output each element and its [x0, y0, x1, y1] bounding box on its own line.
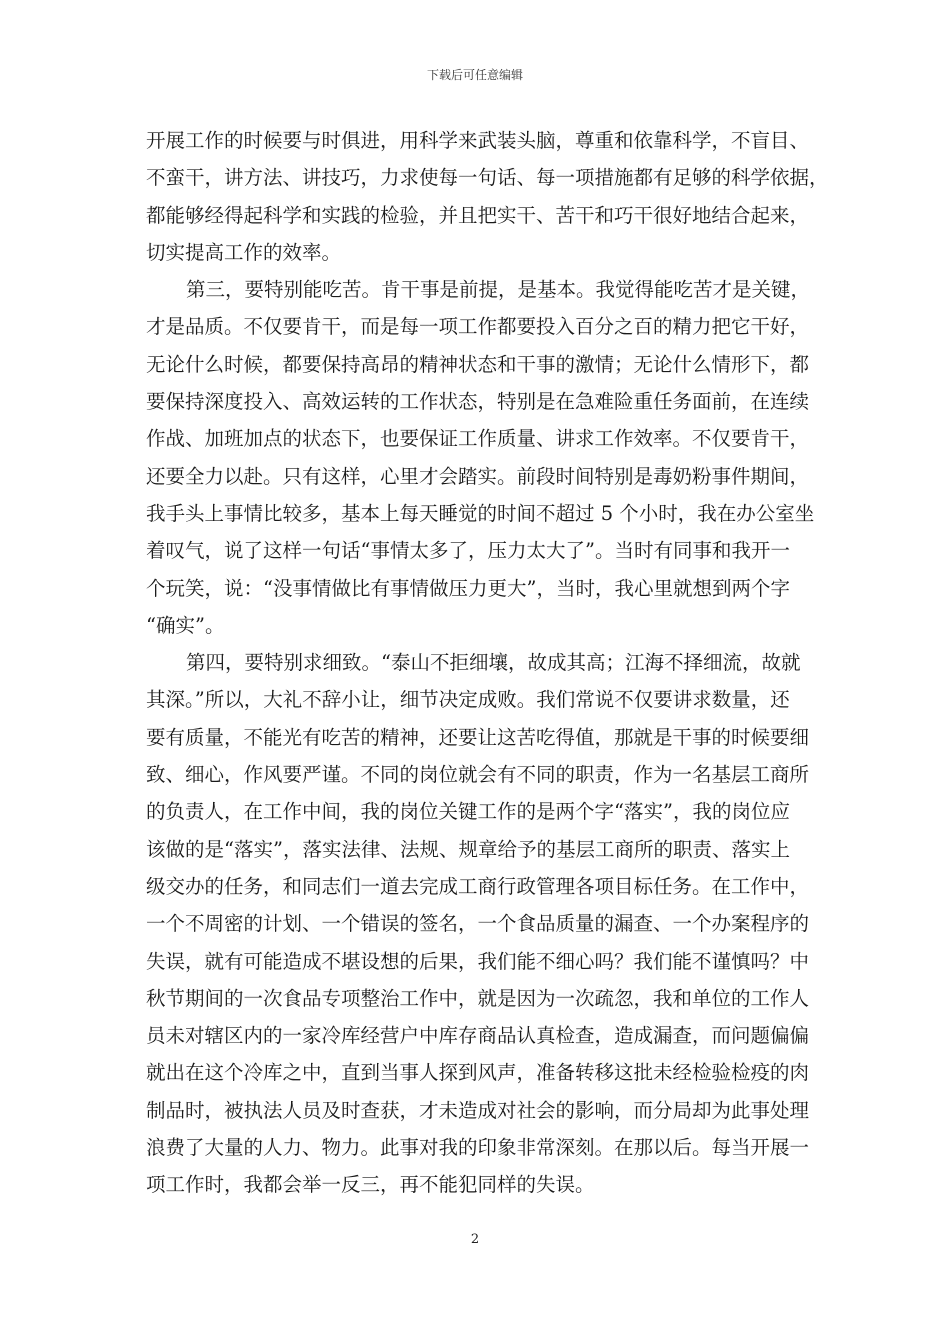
text-line: 开展工作的时候要与时俱进，用科学来武装头脑，尊重和依靠科学，不盲目、	[146, 129, 810, 152]
text-line: 级交办的任务，和同志们一道去完成工商行政管理各项目标任务。在工作中，	[146, 874, 810, 898]
text-line: 的负责人，在工作中间，我的岗位关键工作的是两个字“落实”，我的岗位应	[146, 800, 790, 824]
document-body	[146, 122, 829, 1204]
text-line: 第三，要特别能吃苦。肯干事是前提，是基本。我觉得能吃苦才是关键，	[186, 278, 811, 302]
text-line: 浪费了大量的人力、物力。此事对我的印象非常深刻。在那以后。每当开展一	[146, 1136, 810, 1160]
text-line: 无论什么时候，都要保持高昂的精神状态和干事的激情；无论什么情形下，都	[146, 352, 810, 376]
text-line: 个玩笑，说：“没事情做比有事情做压力更大”，当时，我心里就想到两个字	[146, 576, 790, 600]
text-line: 制品时，被执法人员及时查获，才未造成对社会的影响，而分局却为此事处理	[146, 1098, 810, 1122]
text-line: 作战、加班加点的状态下，也要保证工作质量、讲求工作效率。不仅要肯干，	[146, 427, 810, 451]
page-header: 下载后可任意编辑	[426, 68, 523, 82]
text-line: 要有质量，不能光有吃苦的精神，还要让这苦吃得值，那就是干事的时候要细	[146, 725, 810, 749]
text-line: 要保持深度投入、高效运转的工作状态，特别是在急难险重任务面前，在连续	[146, 390, 810, 414]
text-line: 我手头上事情比较多，基本上每天睡觉的时间不超过 5 个小时，我在办公室坐	[146, 501, 815, 525]
text-line: 不蛮干，讲方法、讲技巧，力求使每一句话、每一项措施都有足够的科学依据，	[146, 166, 829, 190]
text-line: 失误，就有可能造成不堪设想的后果，我们能不细心吗？我们能不谨慎吗？中	[146, 949, 810, 973]
text-line: “确实”。	[146, 613, 225, 637]
text-line: 其深。”所以，大礼不辞小让，细节决定成败。我们常说不仅要讲求数量，还	[146, 688, 790, 712]
text-line: 一个不周密的计划、一个错误的签名，一个食品质量的漏查、一个办案程序的	[146, 912, 810, 936]
text-line: 还要全力以赴。只有这样，心里才会踏实。前段时间特别是毒奶粉事件期间，	[146, 464, 810, 488]
text-line: 该做的是“落实”，落实法律、法规、规章给予的基层工商所的职责、落实上	[146, 837, 790, 861]
text-line: 就出在这个冷库之中，直到当事人探到风声，准备转移这批未经检验检疫的肉	[146, 1061, 810, 1085]
text-line: 员未对辖区内的一家冷库经营户中库存商品认真检查，造成漏查，而问题偏偏	[146, 1024, 810, 1048]
text-line: 都能够经得起科学和实践的检验，并且把实干、苦干和巧干很好地结合起来，	[146, 203, 810, 227]
text-line: 才是品质。不仅要肯干，而是每一项工作都要投入百分之百的精力把它干好，	[146, 315, 810, 339]
text-line: 秋节期间的一次食品专项整治工作中，就是因为一次疏忽，我和单位的工作人	[146, 986, 810, 1010]
text-line: 切实提高工作的效率。	[146, 240, 342, 264]
page-number: 2	[470, 1232, 480, 1247]
text-line: 项工作时，我都会举一反三，再不能犯同样的失误。	[146, 1173, 595, 1197]
text-line: 第四，要特别求细致。“泰山不拒细壤，故成其高；江海不择细流，故就	[186, 651, 801, 675]
text-line: 着叹气，说了这样一句话“事情太多了，压力太大了”。当时有同事和我开一	[146, 539, 790, 563]
text-line: 致、细心，作风要严谨。不同的岗位就会有不同的职责，作为一名基层工商所	[146, 763, 810, 787]
